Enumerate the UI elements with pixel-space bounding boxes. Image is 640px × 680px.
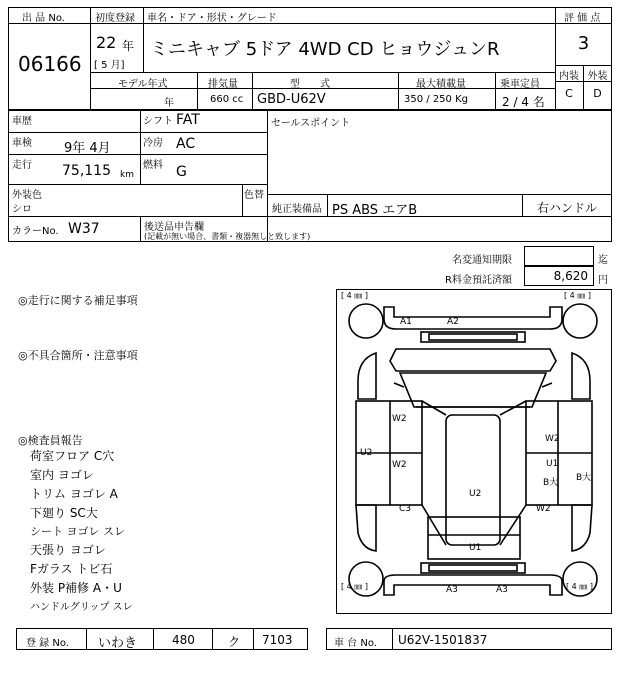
rear-bumper	[384, 575, 562, 595]
roof	[446, 415, 500, 545]
damage-mark: A1	[400, 317, 412, 327]
damage-mark: W2	[536, 504, 551, 514]
recycle-label: R料金預託済額	[445, 275, 512, 286]
model-year-label: モデル年式	[118, 79, 168, 90]
sales-point-label: セールスポイント	[271, 118, 351, 129]
color-no-label: カラーNo.	[12, 226, 59, 237]
tire-depth-rear-left: [ 4 ㎜ ]	[341, 582, 368, 591]
type-value: GBD-U62V	[257, 92, 326, 107]
damage-mark: U1	[546, 459, 559, 469]
name-change-box	[524, 246, 594, 266]
reg-year-unit: 年	[122, 39, 135, 53]
inspector-item: 荷室フロア C穴	[30, 449, 115, 463]
lot-number: 06166	[18, 52, 82, 76]
first-reg-label: 初度登録	[95, 13, 135, 24]
ac-value: AC	[176, 136, 196, 152]
equipment-label: 純正装備品	[272, 204, 322, 215]
type-label: 型 式	[290, 79, 330, 90]
lot-label: 出 品 No.	[22, 13, 65, 24]
damage-mark: C3	[399, 504, 412, 514]
score-label: 評 価 点	[564, 13, 601, 24]
damage-mark: A3	[446, 585, 458, 595]
damage-mark: U1	[469, 543, 482, 553]
damage-mark: A2	[447, 317, 459, 327]
post-report-note: (記載が無い場合、書類・複器無しと致します)	[144, 232, 311, 241]
defect-notes-label: ◎不具合箇所・注意事項	[18, 349, 138, 362]
left-front-fender	[358, 353, 376, 399]
model-year-unit: 年	[164, 98, 174, 109]
chassis-label: 車 台 No.	[334, 638, 377, 649]
inspector-item: シート ヨゴレ スレ	[30, 525, 125, 538]
name-change-label: 名変通知期限	[452, 255, 512, 266]
tire-depth-rear-right: [ 4 ㎜ ]	[566, 582, 593, 591]
equipment-value: PS ABS エアB	[332, 203, 418, 218]
damage-mark: U2	[360, 448, 373, 458]
reg-month: [ 5 月]	[94, 60, 125, 71]
inspector-item: Fガラス トビ石	[30, 562, 113, 576]
tire-front-right	[563, 304, 597, 338]
color-no-value: W37	[68, 221, 100, 237]
mileage-label: 走行	[12, 160, 32, 171]
reg-kana: ク	[228, 635, 241, 649]
fuel-label: 燃料	[143, 160, 163, 171]
tire-front-left	[349, 304, 383, 338]
right-front-fender	[572, 353, 590, 399]
exterior-label: 外装	[587, 71, 608, 82]
post-report-label: 後送品申告欄	[144, 222, 204, 233]
car-diagram	[336, 289, 612, 614]
car-name: ミニキャブ 5ドア 4WD CD ヒョウジュンR	[150, 39, 500, 60]
interior-grade: C	[565, 87, 573, 100]
score-value: 3	[577, 33, 590, 54]
right-rear-fender	[572, 505, 592, 551]
shift-label: シフト	[143, 116, 173, 127]
recycle-value: 8,620	[553, 269, 588, 283]
damage-mark: B大	[543, 478, 559, 488]
mileage-value: 75,115	[62, 163, 111, 179]
damage-mark: A3	[496, 585, 508, 595]
inspector-item: ハンドルグリップ スレ	[30, 602, 133, 613]
name-change-unit: 迄	[598, 255, 608, 266]
car-desc-label: 車名・ドア・形状・グレード	[147, 13, 277, 24]
reg-class: 480	[172, 633, 195, 647]
left-rear-fender	[356, 505, 376, 551]
interior-label: 内装	[559, 71, 579, 82]
reg-label: 登 録 No.	[26, 638, 69, 649]
damage-mark: U2	[469, 489, 482, 499]
recycle-unit: 円	[598, 275, 608, 286]
chassis-number: U62V-1501837	[398, 633, 488, 647]
damage-mark: B大	[576, 473, 592, 483]
tire-depth-front-left: [ 4 ㎜ ]	[341, 291, 368, 300]
ext-color-label: 外装色	[12, 190, 42, 201]
ext-color-value: シロ	[12, 204, 32, 215]
capacity-label: 乗車定員	[500, 79, 540, 90]
steering-value: 右ハンドル	[537, 201, 598, 215]
mileage-unit: km	[120, 170, 134, 180]
inspection-label: 車検	[12, 138, 32, 149]
damage-mark: W2	[392, 460, 407, 470]
displacement-label: 排気量	[208, 79, 238, 90]
exterior-grade: D	[593, 87, 602, 100]
reg-area: いわき	[98, 636, 138, 651]
reg-number: 7103	[262, 633, 293, 647]
inspector-item: 天張り ヨゴレ	[30, 543, 106, 557]
color-change-label: 色替	[244, 190, 264, 201]
inspection-value: 9年 4月	[64, 141, 111, 156]
inspector-report-label: ◎検査員報告	[18, 434, 83, 447]
capacity-value: 2 / 4 名	[502, 95, 545, 109]
tire-depth-front-right: [ 4 ㎜ ]	[564, 291, 591, 300]
shift-value: FAT	[176, 112, 200, 128]
fuel-value: G	[176, 164, 187, 180]
max-load-value: 350 / 250 Kg	[404, 94, 468, 105]
ac-label: 冷房	[143, 138, 163, 149]
displacement-value: 660 cc	[210, 94, 244, 105]
inspector-item: 外装 P補修 A・U	[30, 581, 122, 595]
driving-notes-label: ◎走行に関する補足事項	[18, 294, 138, 307]
reg-year: 22	[96, 33, 117, 52]
inspector-item: トリム ヨゴレ A	[30, 487, 118, 501]
inspector-item: 室内 ヨゴレ	[30, 468, 94, 482]
max-load-label: 最大積載量	[416, 79, 466, 90]
damage-mark: W2	[545, 434, 560, 444]
damage-mark: W2	[392, 414, 407, 424]
history-label: 車歴	[12, 116, 32, 127]
inspector-item: 下廻り SC大	[30, 506, 98, 520]
